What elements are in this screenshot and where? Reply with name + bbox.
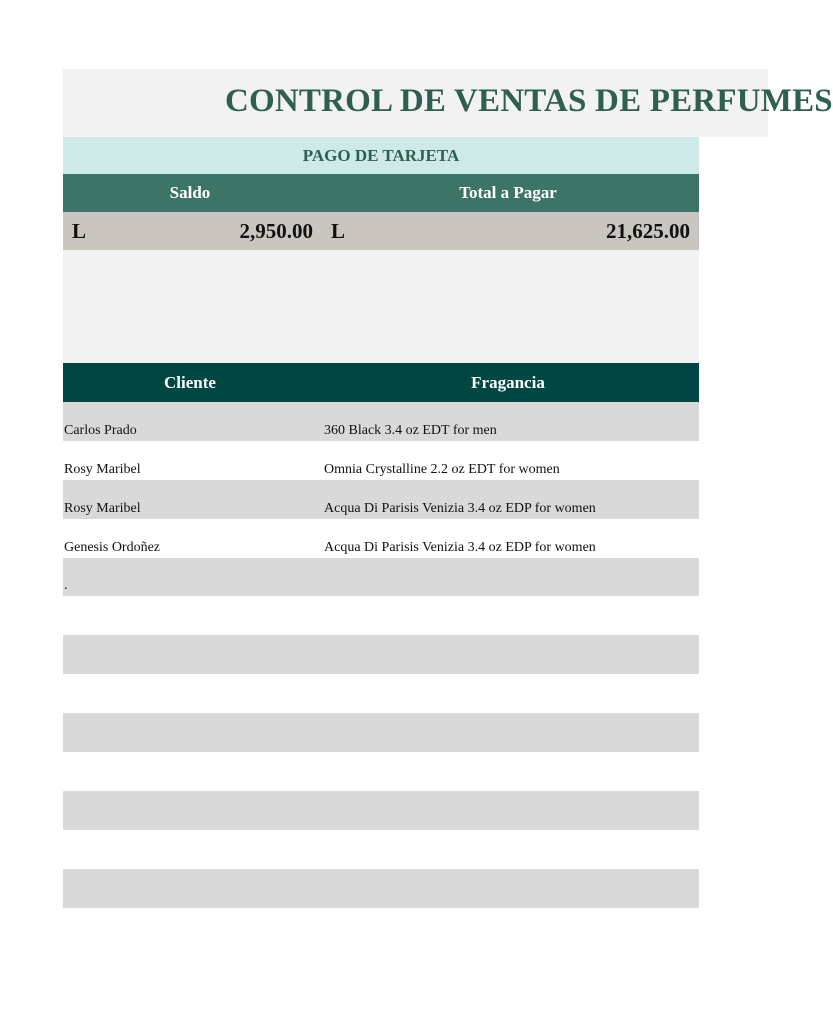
sales-table-header (63, 363, 699, 402)
saldo-currency: L (72, 218, 87, 243)
table-row (63, 596, 699, 635)
table-row (63, 480, 699, 519)
total-amount: 21,625.00 (606, 218, 690, 243)
fragancia-cell[interactable] (324, 906, 699, 908)
table-row (63, 635, 699, 674)
table-row (63, 402, 699, 441)
cliente-cell[interactable]: Rosy Maribel (64, 461, 141, 477)
table-row (63, 830, 699, 869)
total-a-pagar-header: Total a Pagar (459, 183, 557, 202)
cliente-cell[interactable] (63, 789, 324, 791)
cliente-cell[interactable] (63, 906, 324, 908)
cliente-cell[interactable]: Rosy Maribel (64, 500, 141, 516)
empty-spacer-band (63, 250, 699, 363)
fragancia-cell[interactable] (324, 633, 699, 635)
table-row (63, 752, 699, 791)
fragancia-cell[interactable] (324, 789, 699, 791)
fragancia-header: Fragancia (471, 372, 545, 392)
fragancia-cell[interactable] (324, 867, 699, 869)
page-title: CONTROL DE VENTAS DE PERFUMES (225, 83, 833, 119)
pago-de-tarjeta-label: PAGO DE TARJETA (302, 145, 460, 165)
cliente-cell[interactable]: . (64, 578, 68, 594)
cliente-cell[interactable] (63, 672, 324, 674)
fragancia-cell[interactable] (324, 594, 699, 596)
summary-values-row (63, 212, 699, 250)
table-row (63, 713, 699, 752)
table-row (63, 791, 699, 830)
fragancia-cell[interactable] (324, 828, 699, 830)
fragancia-cell[interactable] (324, 750, 699, 752)
total-a-pagar-cell[interactable] (323, 212, 699, 250)
table-row (63, 558, 699, 597)
title-band (63, 69, 833, 137)
cliente-cell[interactable] (63, 867, 324, 869)
fragancia-cell[interactable]: Acqua Di Parisis Venizia 3.4 oz EDP for women (324, 500, 596, 516)
fragancia-cell[interactable]: 360 Black 3.4 oz EDT for men (324, 422, 497, 438)
cliente-cell[interactable]: Genesis Ordoñez (64, 539, 161, 555)
saldo-amount: 2,950.00 (239, 218, 313, 243)
cliente-cell[interactable] (63, 750, 324, 752)
cliente-cell[interactable] (63, 711, 324, 713)
table-row (63, 519, 699, 558)
table-row (63, 674, 699, 713)
pago-de-tarjeta-band (63, 137, 699, 174)
fragancia-cell[interactable] (324, 672, 699, 674)
cliente-cell[interactable] (63, 828, 324, 830)
table-row (63, 869, 699, 908)
fragancia-cell[interactable]: Omnia Crystalline 2.2 oz EDT for women (324, 461, 560, 477)
fragancia-cell[interactable] (324, 711, 699, 713)
fragancia-cell[interactable]: Acqua Di Parisis Venizia 3.4 oz EDP for women (324, 539, 596, 555)
table-row (63, 441, 699, 480)
saldo-cell[interactable] (63, 212, 323, 250)
cliente-cell[interactable] (63, 633, 324, 635)
saldo-header: Saldo (169, 183, 211, 202)
total-currency: L (331, 218, 346, 243)
summary-header-row (63, 174, 699, 212)
cliente-cell[interactable]: Carlos Prado (64, 422, 137, 438)
sales-table-body (63, 402, 699, 908)
cliente-header: Cliente (164, 372, 216, 392)
title-clip (63, 69, 833, 137)
